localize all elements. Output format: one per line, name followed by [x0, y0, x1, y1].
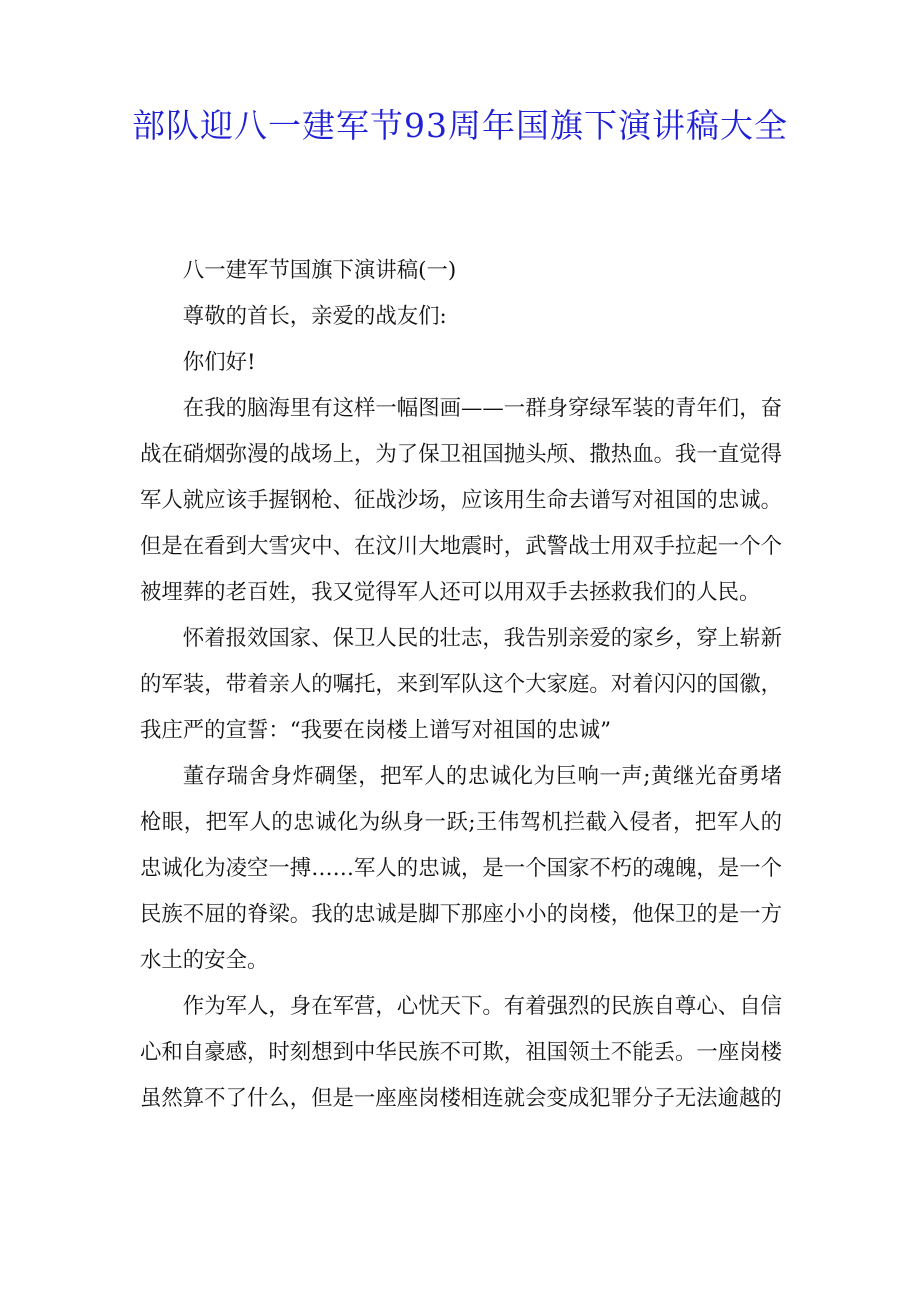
salutation: 尊敬的首长，亲爱的战友们:: [182, 304, 447, 329]
document-body: [140, 248, 782, 1122]
paragraph: 在我的脑海里有这样一幅图画——一群身穿绿军装的青年们，奋战在硝烟弥漫的战场上，为了保卫祖国抛头颅、撒热血。我一直觉得军人就应该手握钢枪、征战沙场，应该用生命去谱写对祖国的忠诚。但是在看到大雪灾中、在汶川大地震时，武警战士用双手拉起一个个被埋葬的老百姓，我又觉得军人还可以用双手去拯救我们的人民。: [140, 396, 782, 605]
paragraph: 作为军人，身在军营，心忧天下。有着强烈的民族自尊心、自信心和自豪感，时刻想到中华民族不可欺，祖国领土不能丢。一座岗楼虽然算不了什么，但是一座座岗楼相连就会变成犯罪分子无法逾越的: [140, 994, 782, 1111]
section-heading: 八一建军节国旗下演讲稿(一): [182, 258, 457, 283]
document-title: 部队迎八一建军节93周年国旗下演讲稿大全: [132, 106, 788, 145]
paragraph: 怀着报效国家、保卫人民的壮志，我告别亲爱的家乡，穿上崭新的军装，带着亲人的嘱托，来到军队这个大家庭。对着闪闪的国徽，我庄严的宣誓：“我要在岗楼上谱写对祖国的忠诚”: [140, 626, 782, 743]
paragraph: 董存瑞舍身炸碉堡，把军人的忠诚化为巨响一声;黄继光奋勇堵枪眼，把军人的忠诚化为纵身一跃;王伟驾机拦截入侵者，把军人的忠诚化为凌空一搏……军人的忠诚，是一个国家不朽的魂魄，是一个民族不屈的脊梁。我的忠诚是脚下那座小小的岗楼，他保卫的是一方水土的安全。: [140, 764, 782, 973]
greeting: 你们好!: [182, 350, 256, 375]
